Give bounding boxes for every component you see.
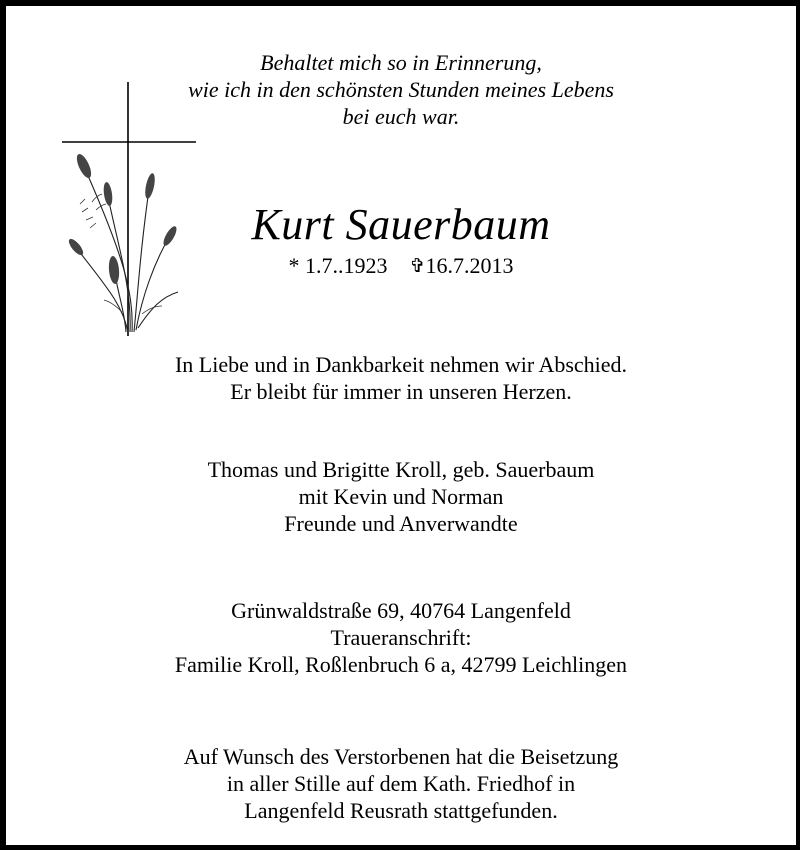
death-date: 16.7.2013	[425, 253, 514, 278]
life-dates	[6, 252, 796, 281]
motto-line-2: wie ich in den schönsten Stunden meines Lebens	[188, 77, 614, 102]
funeral-note-line-1: Auf Wunsch des Verstorbenen hat die Beisetzung	[183, 744, 619, 769]
mourners-line-2: mit Kevin und Norman	[298, 484, 504, 509]
farewell-line-2: Er bleibt für immer in unseren Herzen.	[230, 379, 572, 404]
birth-date: * 1.7..1923	[288, 253, 388, 278]
address-line-2: Traueranschrift:	[330, 625, 472, 650]
funeral-note-line-3: Langenfeld Reusrath stattgefunden.	[244, 798, 558, 823]
funeral-note-line-2: in aller Stille auf dem Kath. Friedhof in	[226, 771, 576, 796]
deceased-name: Kurt Sauerbaum	[251, 200, 551, 249]
farewell-line-1: In Liebe und in Dankbarkeit nehmen wir Abschied.	[174, 352, 628, 377]
address-line-1: Grünwaldstraße 69, 40764 Langenfeld	[231, 598, 571, 623]
motto-line-3: bei euch war.	[342, 104, 460, 129]
small-cross-icon: ✞	[409, 256, 426, 277]
address-line-3: Familie Kroll, Roßlenbruch 6 a, 42799 Leichlingen	[174, 652, 628, 677]
mourners-line-3: Freunde und Anverwandte	[284, 511, 518, 536]
mourners-line-1: Thomas und Brigitte Kroll, geb. Sauerbaum	[207, 457, 595, 482]
motto-line-1: Behaltet mich so in Erinnerung,	[260, 50, 542, 75]
